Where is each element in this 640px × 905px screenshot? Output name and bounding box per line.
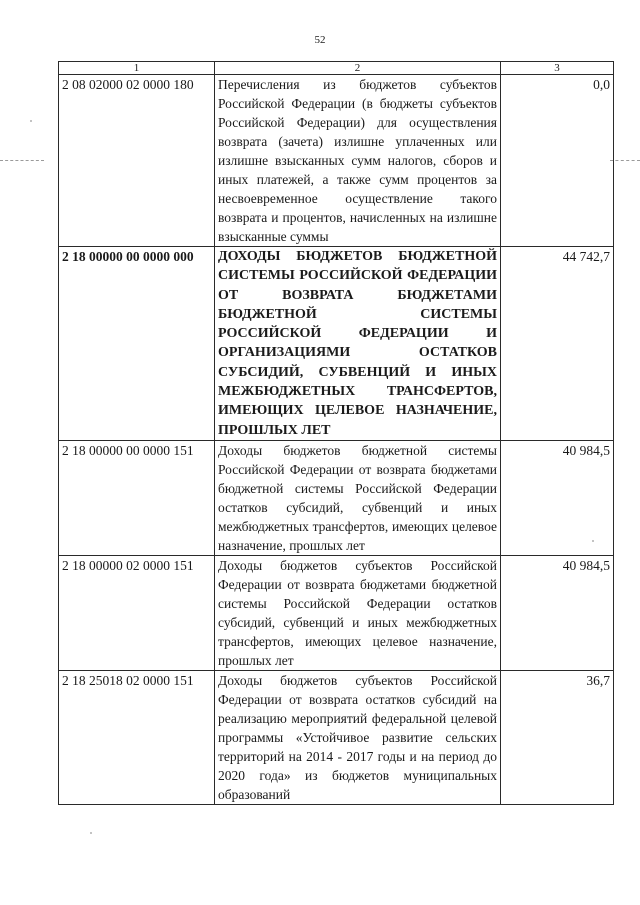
budget-revenue-table — [58, 61, 614, 805]
row-code: 2 18 00000 00 0000 151 — [59, 440, 215, 555]
column-header-amount: 3 — [501, 62, 614, 75]
row-description: Доходы бюджетов субъектов Российской Федерации от возврата остатков субсидий на реализацию мероприятий федеральной целевой программы «Устойчивое развитие сельских территорий на 2014 - 2017 годы и на период до 2020 года» из бюджетов муниципальных образований — [215, 670, 501, 804]
table-row — [59, 670, 614, 804]
row-amount: 40 984,5 — [501, 440, 614, 555]
row-description: Доходы бюджетов бюджетной системы Российской Федерации от возврата бюджетами бюджетной системы Российской Федерации остатков субсидий, субвенций и иных межбюджетных трансфертов, имеющих целевое назначение, прошлых лет — [215, 440, 501, 555]
column-header-code: 1 — [59, 62, 215, 75]
row-amount: 40 984,5 — [501, 555, 614, 670]
row-code: 2 18 00000 02 0000 151 — [59, 555, 215, 670]
table-header-row — [59, 62, 614, 75]
row-description: Перечисления из бюджетов субъектов Российской Федерации (в бюджеты субъектов Российской Федерации) для осуществления возврата (зачета) излишне уплаченных или излишне взысканных сумм налогов, сборов и иных платежей, а также сумм процентов за несвоевременное осуществление такого возврата и процентов, начисленных на излишне взысканные суммы — [215, 75, 501, 247]
table-row — [59, 555, 614, 670]
row-amount: 0,0 — [501, 75, 614, 247]
row-description: Доходы бюджетов субъектов Российской Федерации от возврата бюджетами бюджетной системы Российской Федерации остатков субсидий, субвенций и иных межбюджетных трансфертов, имеющих целевое назначение, прошлых лет — [215, 555, 501, 670]
table-row — [59, 440, 614, 555]
column-header-description: 2 — [215, 62, 501, 75]
row-code: 2 08 02000 02 0000 180 — [59, 75, 215, 247]
scan-artifact-left — [0, 160, 44, 161]
row-description: ДОХОДЫ БЮДЖЕТОВ БЮДЖЕТНОЙ СИСТЕМЫ РОССИЙСКОЙ ФЕДЕРАЦИИ ОТ ВОЗВРАТА БЮДЖЕТАМИ БЮДЖЕТНОЙ СИСТЕМЫ РОССИЙСКОЙ ФЕДЕРАЦИИ И ОРГАНИЗАЦИЯМИ ОСТАТКОВ СУБСИДИЙ, СУБВЕНЦИЙ И ИНЫХ МЕЖБЮДЖЕТНЫХ ТРАНСФЕРТОВ, ИМЕЮЩИХ ЦЕЛЕВОЕ НАЗНАЧЕНИЕ, ПРОШЛЫХ ЛЕТ — [215, 247, 501, 441]
scan-speck — [90, 832, 92, 834]
row-amount: 44 742,7 — [501, 247, 614, 441]
page-number: 52 — [314, 34, 326, 46]
row-code: 2 18 00000 00 0000 000 — [59, 247, 215, 441]
table-row-total — [59, 247, 614, 441]
row-code: 2 18 25018 02 0000 151 — [59, 670, 215, 804]
table-row — [59, 75, 614, 247]
scan-speck — [30, 120, 32, 122]
row-amount: 36,7 — [501, 670, 614, 804]
scan-artifact-right — [610, 160, 640, 161]
